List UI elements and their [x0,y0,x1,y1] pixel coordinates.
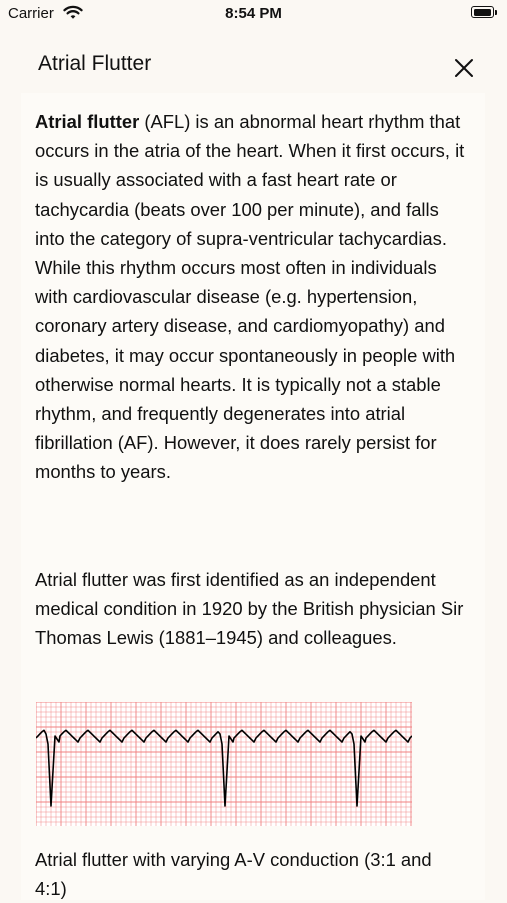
battery-icon [471,6,495,18]
intro-paragraph [35,107,465,487]
figure-caption: Atrial flutter with varying A-V conduction (3:1 and 4:1) [35,849,432,900]
modal-header [0,42,507,92]
page-title: Atrial Flutter [38,52,152,75]
history-paragraph: Atrial flutter was first identified as an independent medical condition in 1920 by the British physician Sir Thomas Lewis (1881–1945) and colleagues. [35,569,464,649]
ecg-strip-image [36,702,412,826]
carrier-label: Carrier [8,5,54,22]
ecg-trace [36,730,412,806]
status-bar [0,0,507,28]
close-icon[interactable] [450,54,478,82]
status-time: 8:54 PM [225,5,282,22]
intro-text: (AFL) is an abnormal heart rhythm that occurs in the atria of the heart. When it first occurs, it is usually associated with a fast heart rate or tachycardia (beats over 100 per minute), and falls into the category of supra-ventricular tachycardias. While this rhythm occurs most often in individuals with cardiovascular disease (e.g. hypertension, coronary artery disease, and cardiomyopathy) and diabetes, it may occur spontaneously in people with otherwise normal hearts. It is typically not a stable rhythm, and frequently degenerates into atrial fibrillation (AF). However, it does rarely persist for months to years. [35,111,465,483]
term-highlight: Atrial flutter [35,111,140,132]
